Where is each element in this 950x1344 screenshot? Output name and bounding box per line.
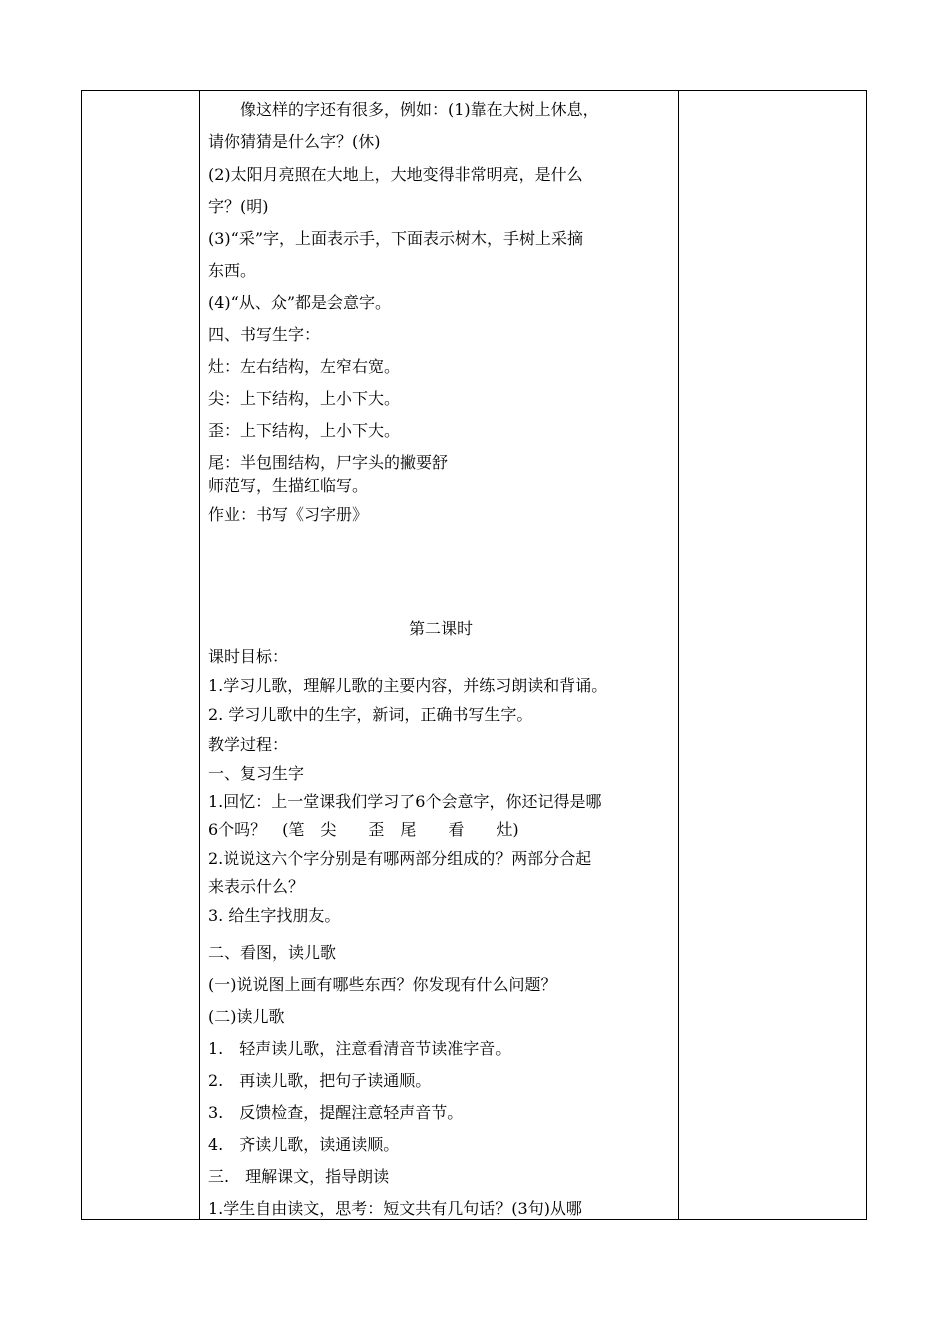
section-heading: 三. 理解课文，指导朗读 <box>208 1167 390 1186</box>
text-line: 尖：上下结构，上小下大。 <box>208 389 401 408</box>
text-line: (3)“采”字，上面表示手，下面表示树木，手树上采摘 <box>208 229 584 248</box>
section-heading: 二、看图，读儿歌 <box>208 943 337 962</box>
text-line: 像这样的字还有很多，例如：(1)靠在大树上休息， <box>208 100 599 119</box>
text-line: 灶：左右结构，左窄右宽。 <box>208 357 401 376</box>
text-line: 尾：半包围结构，尸字头的撇要舒 <box>208 453 449 472</box>
text-line: (二)读儿歌 <box>208 1007 285 1026</box>
text-line: 1. 轻声读儿歌，注意看清音节读准字音。 <box>208 1039 512 1058</box>
text-line: 1.学生自由读文，思考：短文共有几句话？(3句)从哪 <box>208 1199 582 1218</box>
section-heading: 教学过程： <box>208 735 289 754</box>
text-line: 3. 给生字找朋友。 <box>208 906 341 925</box>
text-line: 4. 齐读儿歌，读通读顺。 <box>208 1135 400 1154</box>
text-line: 1.学习儿歌，理解儿歌的主要内容，并练习朗读和背诵。 <box>208 676 608 695</box>
section-heading: 四、书写生字： <box>208 325 321 344</box>
text-line: 字？(明) <box>208 197 269 216</box>
lesson-plan-table <box>81 90 867 1220</box>
column-divider-left <box>199 91 200 1219</box>
section-heading: 一、复习生字 <box>208 764 305 783</box>
text-line: 6个吗？ (笔 尖 歪 尾 看 灶) <box>208 820 519 839</box>
homework-line: 作业：书写《习字册》 <box>208 505 369 524</box>
text-line: 1.回忆：上一堂课我们学习了6个会意字，你还记得是哪 <box>208 792 602 811</box>
text-line: 2. 再读儿歌，把句子读通顺。 <box>208 1071 432 1090</box>
text-line: (一)说说图上画有哪些东西？你发现有什么问题？ <box>208 975 557 994</box>
text-line: 师范写，生描红临写。 <box>208 476 369 495</box>
column-divider-right <box>678 91 679 1219</box>
text-line: 2. 学习儿歌中的生字，新词，正确书写生字。 <box>208 705 533 724</box>
text-line: 东西。 <box>208 261 257 280</box>
text-line: 3. 反馈检查，提醒注意轻声音节。 <box>208 1103 464 1122</box>
text-line: 2.说说这六个字分别是有哪两部分组成的？两部分合起 <box>208 849 592 868</box>
section-heading: 课时目标： <box>208 647 289 666</box>
text-line: 来表示什么？ <box>208 877 305 896</box>
text-line: (4)“从、众”都是会意字。 <box>208 293 392 312</box>
text-line: (2)太阳月亮照在大地上，大地变得非常明亮，是什么 <box>208 165 583 184</box>
text-line: 请你猜猜是什么字？(休) <box>208 132 381 151</box>
text-line: 歪：上下结构，上小下大。 <box>208 421 401 440</box>
lesson-title: 第二课时 <box>408 619 473 638</box>
